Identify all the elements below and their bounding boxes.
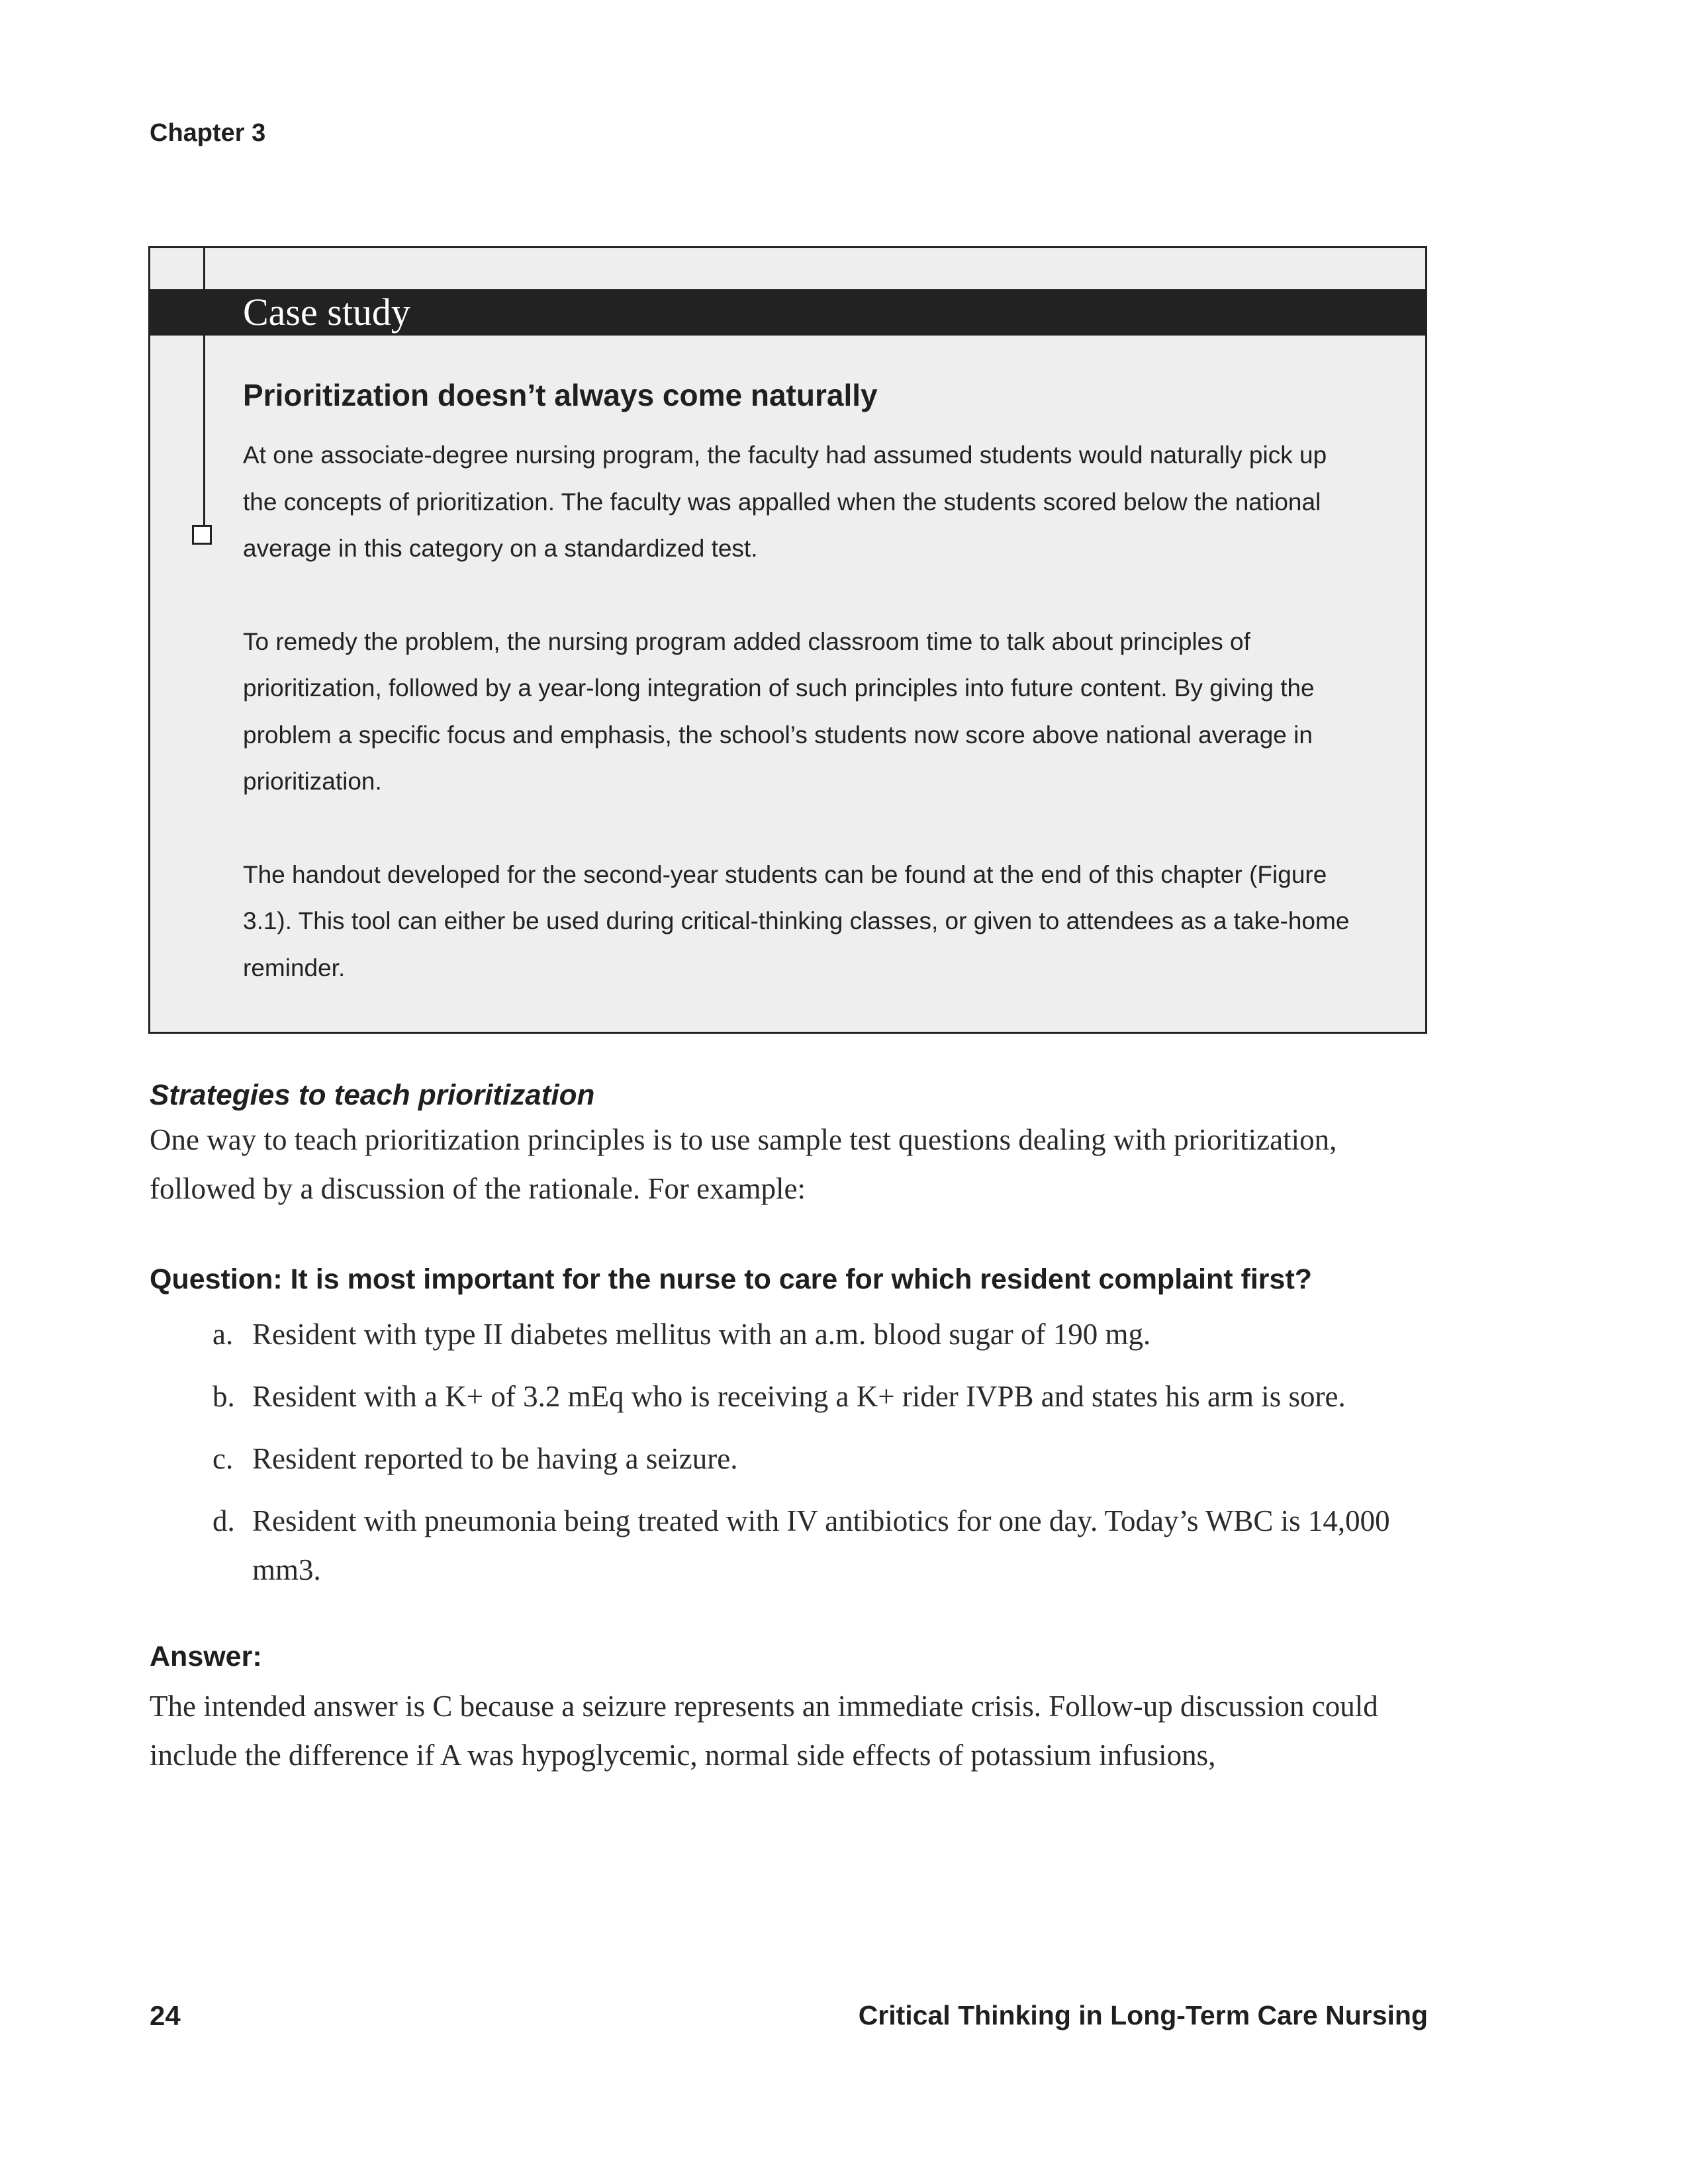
option-text: Resident reported to be having a seizure.	[252, 1442, 738, 1475]
option-letter: a.	[212, 1318, 234, 1351]
answer-option	[150, 1310, 1430, 1359]
answer-option	[150, 1434, 1430, 1483]
option-text: Resident with type II diabetes mellitus with an a.m. blood sugar of 190 mg.	[252, 1318, 1151, 1351]
case-study-paragraph: At one associate-degree nursing program, the faculty had assumed students would naturally pick up the concepts of prioritization. The faculty was appalled when the students scored below the national average in this category on a standardized test.	[243, 441, 1327, 562]
case-study-paragraph: To remedy the problem, the nursing program added classroom time to talk about principles of prioritization, followed by a year-long integration of such principles into future content. By giving the problem a specific focus and emphasis, the school’s students now score above national average in prioritization.	[243, 627, 1315, 795]
section-heading: Strategies to teach prioritization	[150, 1079, 595, 1111]
option-text: Resident with pneumonia being treated with IV antibiotics for one day. Today’s WBC is 14,000 mm3.	[252, 1504, 1390, 1586]
case-study-box	[148, 246, 1427, 1034]
option-letter: d.	[212, 1504, 235, 1537]
answer-text: The intended answer is C because a seizure represents an immediate crisis. Follow-up discussion could include the difference if A was hypoglycemic, normal side effects of potassium infusions,	[150, 1690, 1378, 1772]
option-text: Resident with a K+ of 3.2 mEq who is receiving a K+ rider IVPB and states his arm is sore.	[252, 1380, 1346, 1413]
case-study-title-bar	[150, 289, 1425, 336]
answer-option	[150, 1372, 1430, 1421]
strategies-intro: One way to teach prioritization principles is to use sample test questions dealing with prioritization, followed by a discussion of the rationale. For example:	[150, 1123, 1337, 1205]
case-study-label: Case study	[243, 291, 410, 334]
case-study-content	[243, 375, 1362, 991]
answer-options	[150, 1310, 1430, 1594]
option-letter: c.	[212, 1442, 234, 1475]
option-letter: b.	[212, 1380, 235, 1413]
book-title: Critical Thinking in Long-Term Care Nursing	[858, 2000, 1428, 2030]
answer-heading: Answer:	[150, 1641, 262, 1672]
case-study-subtitle: Prioritization doesn’t always come naturally	[243, 378, 878, 412]
chapter-label: Chapter 3	[150, 119, 266, 147]
answer-option	[150, 1496, 1430, 1594]
main-content	[150, 1075, 1430, 1780]
case-study-square-marker	[192, 525, 212, 545]
question-text: Question: It is most important for the nurse to care for which resident complaint first?	[150, 1263, 1313, 1295]
case-study-paragraph: The handout developed for the second-year students can be found at the end of this chapter (Figure 3.1). This tool can either be used during critical-thinking classes, or given to attendees as a take-home reminder.	[243, 860, 1350, 981]
page-number: 24	[150, 2000, 181, 2031]
